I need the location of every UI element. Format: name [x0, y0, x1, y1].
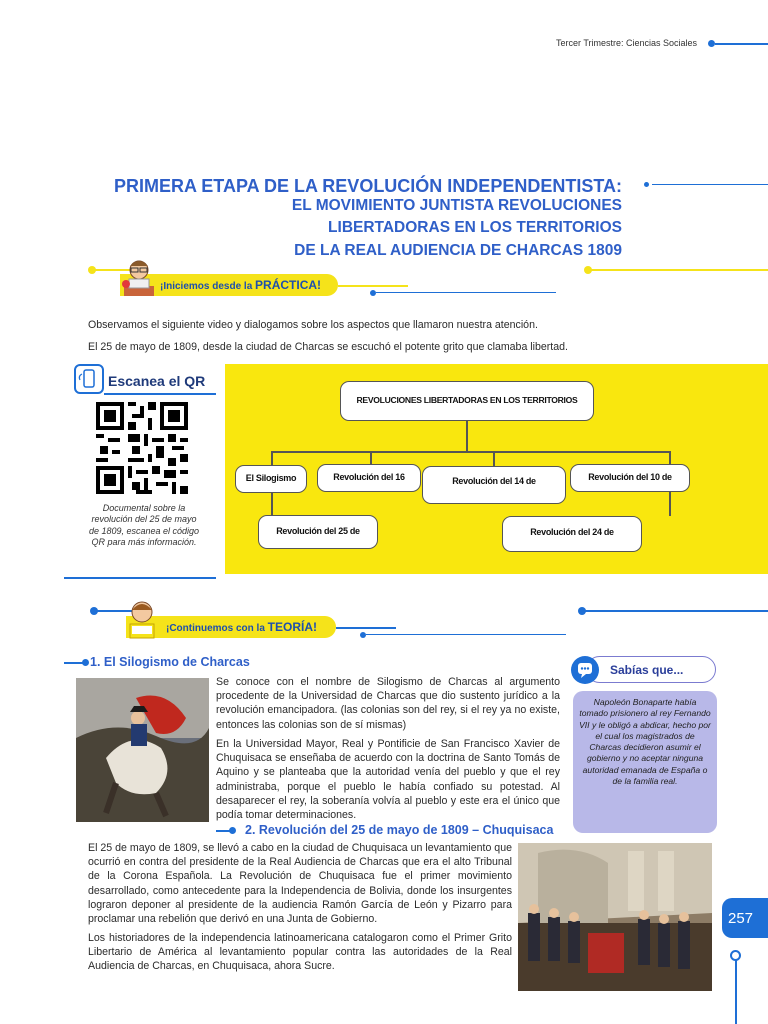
diagram-connector — [370, 451, 372, 464]
diagram-connector — [493, 451, 495, 466]
practice-banner-prefix: ¡Iniciemos desde la — [160, 281, 256, 292]
banner-blue-dot — [370, 290, 376, 296]
theory-dot-mid — [360, 632, 366, 638]
diagram-node-16: Revolución del 16 — [317, 464, 421, 492]
intro-paragraph-1: Observamos el siguiente video y dialogamos sobre los aspectos que llamaron nuestra atención. — [88, 319, 538, 331]
section1-paragraph-2: En la Universidad Mayor, Real y Pontificie de San Francisco Xavier de Chuquisaca se enseñaba de acuerdo con la doctrina de Santo Tomás de Aquino y se planteaba que la autoridad venía del pueblo y que el rey administraba, porque el pueblo le había confiado su potestad. Al desaparecer el rey, la soberanía volvía al pueblo y este era el único que podía tomar determinaciones. — [216, 738, 560, 822]
theory-banner-prefix: ¡Continuemos con la — [166, 623, 268, 634]
student-reading-icon — [122, 598, 162, 642]
header-rule — [715, 43, 768, 45]
theory-line-far — [366, 634, 566, 635]
running-header: Tercer Trimestre: Ciencias Sociales — [556, 38, 698, 48]
section2-paragraph-2: Los historiadores de la independencia latinoamericana catalogaron como el Primer Grito Libertario de América al levantamiento popular contra las autoridades de la Real Audiencia de Charcas, en Chuquisaca, ahora Sucre. — [88, 932, 512, 973]
diagram-root-node: REVOLUCIONES LIBERTADORAS EN LOS TERRITORIOS — [340, 381, 594, 421]
intro-paragraph-2: El 25 de mayo de 1809, desde la ciudad de Charcas se escuchó el potente grito que clamaba libertad. — [88, 341, 568, 353]
title-dot — [644, 182, 649, 187]
qr-code[interactable] — [96, 402, 188, 494]
diagram-connector — [669, 492, 671, 516]
page-title-line-3: LIBERTADORAS EN LOS TERRITORIOS — [328, 219, 622, 236]
sabias-que-title: Sabías que... — [610, 663, 684, 677]
cabildo-painting — [518, 843, 712, 991]
banner-line-far-right — [590, 269, 768, 271]
title-rule — [652, 184, 768, 185]
page-number-rule — [735, 960, 737, 1024]
page-title-line-1: PRIMERA ETAPA DE LA REVOLUCIÓN INDEPENDENTISTA: — [113, 176, 622, 196]
header-dot — [708, 40, 715, 47]
practice-banner-emphasis: PRÁCTICA! — [255, 278, 322, 292]
diagram-node-14: Revolución del 14 de — [422, 466, 566, 504]
diagram-node-25: Revolución del 25 de — [258, 515, 378, 549]
section1-heading: 1. El Silogismo de Charcas — [90, 655, 250, 669]
section1-line — [64, 662, 84, 664]
section2-heading: 2. Revolución del 25 de mayo de 1809 – Chuquisaca — [245, 823, 554, 837]
theory-banner-emphasis: TEORÍA! — [267, 620, 318, 634]
qr-title: Escanea el QR — [108, 373, 206, 389]
diagram-connector — [271, 451, 669, 453]
theory-line-right — [336, 627, 396, 629]
diagram-connector — [271, 493, 273, 515]
revolutions-diagram — [225, 364, 768, 574]
diagram-connector — [669, 451, 671, 464]
chat-bubble-icon — [571, 656, 599, 684]
diagram-node-24: Revolución del 24 de — [502, 516, 642, 552]
banner-line-right — [338, 285, 408, 287]
section2-line — [216, 830, 230, 832]
section1-dot — [82, 659, 89, 666]
page-title-line-2: EL MOVIMIENTO JUNTISTA REVOLUCIONES — [291, 197, 622, 214]
banner-blue-line — [376, 292, 556, 293]
diagram-connector — [271, 451, 273, 465]
diagram-node-10: Revolución del 10 de — [570, 464, 690, 492]
qr-bottom-rule — [64, 577, 216, 579]
diagram-connector — [466, 421, 468, 451]
qr-caption: Documental sobre la revolución del 25 de mayo de 1809, escanea el código QR para más información. — [88, 503, 200, 548]
page-number: 257 — [728, 910, 754, 927]
sabias-que-box: Napoleón Bonaparte había tomado prisionero al rey Fernando VII y le obligó a abdicar, hecho por el cual los magistrados de Charcas decidieron asumir el gobierno y no aceptar ninguna autoridad emanada de España o de la familia real. — [573, 691, 717, 833]
section2-paragraph-1: El 25 de mayo de 1809, se llevó a cabo en la ciudad de Chuquisaca un levantamiento que ocurrió en contra del presidente de la Real Audiencia de Charcas que era el alto Tribunal de la Corona Española. La Revolución de Chuquisaca fue el primer movimiento desarrollado, como antecedente para la Independencia de Bolivia, donde los insurgentes lograron deponer al presidente de la audiencia Ramón García de León y Pizarro para proclamar una rebelión que derivó en una Junta de Gobierno. — [88, 842, 512, 926]
student-experiment-icon — [118, 256, 160, 300]
qr-title-underline — [104, 393, 216, 395]
page-number-ring — [730, 950, 741, 961]
phone-scan-icon — [74, 364, 104, 394]
page-title-line-4: DE LA REAL AUDIENCIA DE CHARCAS 1809 — [294, 242, 622, 259]
section1-paragraph-1: Se conoce con el nombre de Silogismo de Charcas al argumento procedente de la Universidad de Charcas que dio sustento jurídico a la revolución emancipadora. (las colonias son del rey, si el rey ya no existe, entonces las colonias son de sí mismas) — [216, 676, 560, 731]
theory-line-right-long — [584, 610, 768, 612]
napoleon-painting — [76, 678, 209, 822]
section2-dot — [229, 827, 236, 834]
diagram-node-silogismo: El Silogismo — [235, 465, 307, 493]
